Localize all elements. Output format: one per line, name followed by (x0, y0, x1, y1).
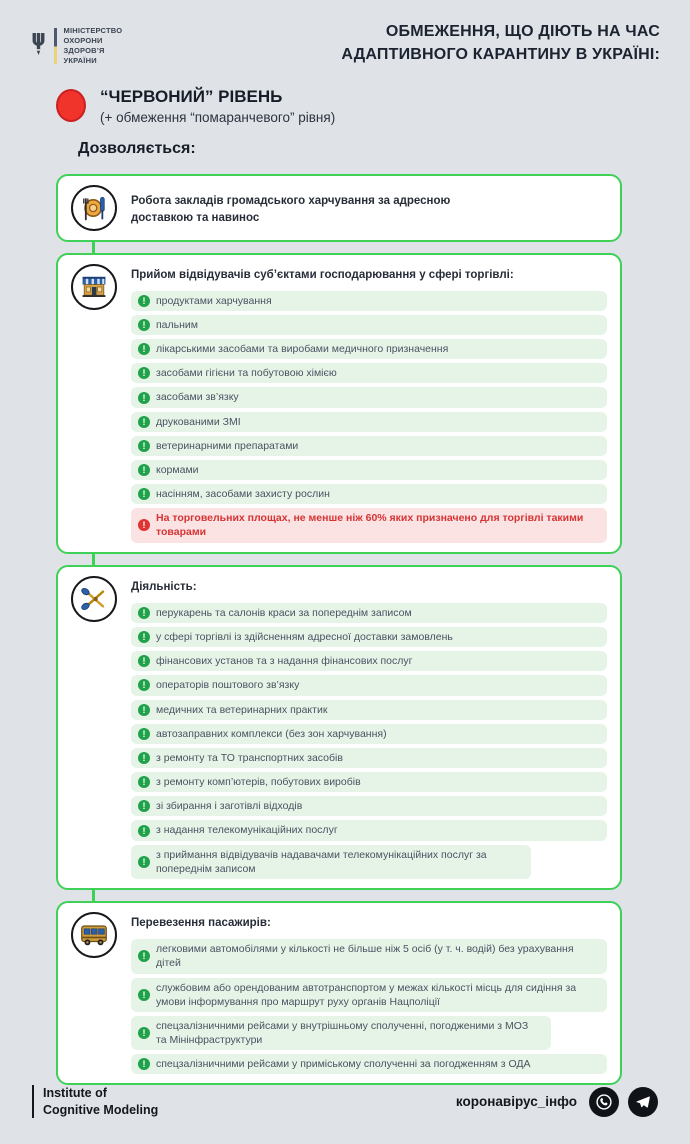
allowed-bullet-icon (138, 856, 150, 868)
header (30, 20, 660, 67)
footer (30, 1085, 660, 1144)
ministry-name (64, 26, 123, 67)
list-item (131, 627, 607, 647)
flag-divider (54, 28, 57, 64)
allowed-bullet-icon (138, 989, 150, 1001)
list-item (131, 484, 607, 504)
bus-icon (71, 912, 117, 958)
list-item (131, 700, 607, 720)
allowed-bullet-icon (138, 679, 150, 691)
list-item-text: продуктами харчування (156, 294, 272, 307)
allowed-bullet-icon (138, 416, 150, 428)
page-title (341, 20, 660, 66)
card-heading: Діяльність: (131, 580, 197, 593)
list-item-text: засобами гігієни та побутовою хімією (156, 367, 337, 380)
trident-icon (30, 30, 47, 63)
allowed-bullet-icon (138, 728, 150, 740)
list-item (131, 363, 607, 383)
item-list (131, 291, 607, 543)
connector-line (92, 554, 95, 565)
list-item-alert (131, 508, 607, 542)
list-item (131, 315, 607, 335)
list-item-text: лікарськими засобами та виробами медичного призначення (156, 343, 449, 356)
connector-line (92, 242, 95, 253)
list-item (131, 675, 607, 695)
brand-line1: Institute of (43, 1086, 107, 1101)
allowed-bullet-icon (138, 1027, 150, 1039)
list-item-text: зі збирання і заготівлі відходів (156, 800, 303, 813)
allowed-heading: Дозволяється: (78, 139, 196, 157)
ministry-line: МІНІСТЕРСТВО (63, 26, 123, 35)
list-item (131, 291, 607, 311)
card-transport (56, 901, 622, 1085)
list-item-text: фінансових установ та з надання фінансових послуг (156, 655, 413, 668)
allowed-bullet-icon (138, 631, 150, 643)
brand-line2: Cognitive Modeling (43, 1102, 159, 1117)
list-item-text: кормами (156, 463, 199, 476)
list-item (131, 603, 607, 623)
allowed-bullet-icon (138, 367, 150, 379)
level-title: “ЧЕРВОНИЙ” РІВЕНЬ (100, 86, 283, 106)
level-section (56, 87, 660, 125)
store-icon (71, 264, 117, 310)
list-item-text: друкованими ЗМІ (156, 415, 241, 428)
allowed-bullet-icon (138, 1058, 150, 1070)
item-list (131, 939, 607, 1074)
red-level-badge (56, 89, 86, 122)
channel-name: коронавірус_інфо (455, 1094, 577, 1110)
list-item (131, 412, 607, 432)
allowed-bullet-icon (138, 464, 150, 476)
card-heading: Перевезення пасажирів: (131, 916, 271, 929)
list-item-text: у сфері торгівлі із здійсненням адресної доставки замовлень (156, 631, 453, 644)
list-item (131, 724, 607, 744)
card-heading: Прийом відвідувачів суб’єктами господарювання у сфері торгівлі: (131, 268, 514, 281)
list-item-text: з ремонту комп’ютерів, побутових виробів (156, 776, 361, 789)
allowed-bullet-icon (138, 655, 150, 667)
level-subtitle: (+ обмеження “помаранчевого” рівня) (100, 109, 336, 125)
allowed-bullet-icon (138, 607, 150, 619)
allowed-bullet-icon (138, 704, 150, 716)
ministry-line: ЗДОРОВ’Я (63, 46, 105, 56)
ministry-line: УКРАЇНИ (63, 56, 97, 66)
list-item-text: перукарень та салонів краси за попереднім записом (156, 606, 412, 619)
list-item-text: легковими автомобілями у кількості не більше ніж 5 осіб (у т. ч. водій) без урахування дітей (156, 943, 574, 970)
list-item-text: засобами зв’язку (156, 391, 239, 404)
list-item-text: насінням, засобами захисту рослин (156, 488, 330, 501)
list-item (131, 796, 607, 816)
allowed-bullet-icon (138, 950, 150, 962)
ministry-line: ОХОРОНИ (63, 36, 103, 46)
channel-info (456, 1087, 658, 1117)
list-item (131, 820, 607, 840)
telegram-icon[interactable] (628, 1087, 658, 1117)
list-item (131, 845, 531, 879)
list-item-text: з ремонту та ТО транспортних засобів (156, 751, 343, 764)
item-list (131, 603, 607, 879)
allowed-bullet-icon (138, 776, 150, 788)
allowed-bullet-icon (138, 343, 150, 355)
list-item (131, 1016, 551, 1050)
ministry-logo (30, 26, 122, 67)
list-item-text: спецзалізничними рейсами у приміському сполученні за погодженням з ОДА (156, 1058, 531, 1071)
list-item (131, 939, 607, 973)
list-item-text: пальним (156, 318, 199, 331)
list-item-text: операторів поштового зв’язку (156, 679, 300, 692)
scissors-icon (71, 576, 117, 622)
dining-icon (71, 185, 117, 231)
card-activities (56, 565, 622, 890)
allowed-bullet-icon (138, 392, 150, 404)
card-dining (56, 174, 622, 242)
list-item (131, 436, 607, 456)
connector-line (92, 890, 95, 901)
list-item-text: автозаправних комплекси (без зон харчування) (156, 727, 387, 740)
page-title-line2: АДАПТИВНОГО КАРАНТИНУ В УКРАЇНІ: (341, 46, 660, 64)
allowed-bullet-icon (138, 800, 150, 812)
brand (32, 1085, 158, 1118)
list-item-text: ветеринарними препаратами (156, 439, 299, 452)
list-item-text: медичних та ветеринарних практик (156, 703, 328, 716)
list-item (131, 387, 607, 407)
list-item-text: спецзалізничними рейсами у внутрішньому сполученні, погодженими з МОЗ та Мінінфраструктури (156, 1019, 529, 1047)
list-item (131, 748, 607, 768)
card-heading: Робота закладів громадського харчування за адресною доставкою та навинос (131, 194, 451, 224)
alert-bullet-icon (138, 519, 150, 531)
list-item (131, 339, 607, 359)
list-item-text: з надання телекомунікаційних послуг (156, 824, 338, 837)
allowed-bullet-icon (138, 319, 150, 331)
list-item-text: з приймання відвідувачів надавачами телекомунікаційних послуг за попереднім записом (156, 848, 487, 875)
list-item (131, 772, 607, 792)
list-item-text: службовим або орендованим автотранспортом у межах кількості місць для сидіння за умови інформування про маршрут руху органів Нацполіції (156, 981, 577, 1008)
allowed-bullet-icon (138, 825, 150, 837)
list-item (131, 651, 607, 671)
allowed-bullet-icon (138, 488, 150, 500)
cards (56, 174, 622, 1086)
list-item (131, 978, 607, 1012)
list-item-text: На торговельних площах, не менше ніж 60% яких призначено для торгівлі такими товарами (156, 512, 584, 539)
allowed-bullet-icon (138, 440, 150, 452)
list-item (131, 460, 607, 480)
viber-icon[interactable] (589, 1087, 619, 1117)
list-item (131, 1054, 607, 1074)
allowed-bullet-icon (138, 295, 150, 307)
page-title-line1: ОБМЕЖЕННЯ, ЩО ДІЮТЬ НА ЧАС (385, 23, 660, 40)
allowed-bullet-icon (138, 752, 150, 764)
card-trade (56, 253, 622, 554)
